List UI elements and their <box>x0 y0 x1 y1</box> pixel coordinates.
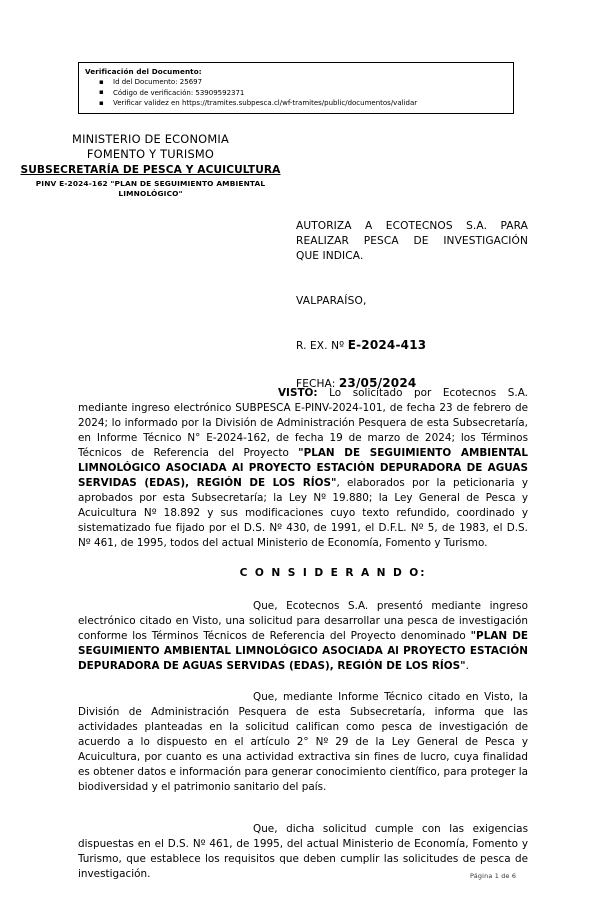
paragraph-considerando-1 <box>78 599 528 674</box>
resolution-number-value: E-2024-413 <box>347 338 427 352</box>
visto-label: VISTO: <box>278 387 318 399</box>
considerando-2-text: Que, mediante Informe Técnico citado en Visto, la División de Administración Pesquera de esta Subsecretaría, informa que las actividades planteadas en la solicitud califican como pesca de investigación de acuerdo a lo dispuesto en el artículo 2° Nº 29 de la Ley General de Pesca y Acuicultura, por cuanto es una actividad extractiva sin fines de lucro, cuya finalidad es obtener datos e información para generar conocimiento científico, para proteger la biodiversidad y el patrimonio sanitario del país. <box>78 691 528 793</box>
document-body <box>78 386 528 882</box>
considerando-1-text-part-1: Que, Ecotecnos S.A. presentó mediante ingreso electrónico citado en Visto, una solicitud para desarrollar una pesca de investigación conforme los Términos Técnicos de Referencia del Proyecto denominado <box>78 600 528 642</box>
authorization-subject <box>296 219 528 264</box>
verification-item-url: ▪ Verificar validez en https://tramites.subpesca.cl/wf-tramites/public/documentos/validar <box>85 98 513 109</box>
page-footer: Página 1 de 6 <box>470 872 517 880</box>
paragraph-considerando-2 <box>78 690 528 795</box>
considerando-3-text: Que, dicha solicitud cumple con las exigencias dispuestas en el D.S. Nº 461, de 1995, del actual Ministerio de Economía, Fomento y Turismo, que establece los requisitos que deben cumplir las solicitudes de pesca de investigación. <box>78 823 528 880</box>
verification-title: Verificación del Documento: <box>85 67 202 76</box>
visto-project-name: "PLAN DE SEGUIMIENTO AMBIENTAL LIMNOLÓGICO ASOCIADA Al PROYECTO ESTACIÓN DEPURADORA DE AGUAS SERVIDAS (EDAS), REGIÓN DE LOS RÍOS" <box>78 447 528 489</box>
pinv-project-reference: PINV E-2024-162 "PLAN DE SEGUIMIENTO AMBIENTAL LIMNOLÓGICO" <box>35 179 266 198</box>
visto-text-part-1: Lo solicitado por Ecotecnos S.A. mediante ingreso electrónico SUBPESCA E-PINV-2024-101, de fecha 23 de febrero de 2024; lo informado por la División de Administración Pesquera de esta Subsecretaría, en Informe Técnico N° E-2024-162, de fecha 19 de marzo de 2024; los Términos Técnicos de Referencia del Proyecto <box>78 387 528 459</box>
authorization-line-3: QUE INDICA. <box>296 250 364 262</box>
verification-item-code: ▪ Código de verificación: 53909592371 <box>85 88 513 99</box>
verification-item-id: ▪ Id del Documento: 25697 <box>85 77 513 88</box>
resolution-number-label: R. EX. Nº <box>296 340 345 352</box>
subsecretaria-title: SUBSECRETARÍA DE PESCA Y ACUICULTURA <box>20 164 281 176</box>
resolution-date-label: FECHA: <box>296 378 336 390</box>
ministry-line-2: FOMENTO Y TURISMO <box>86 147 215 161</box>
considerando-1-project-name: "PLAN DE SEGUIMIENTO AMBIENTAL LIMNOLÓGICO ASOCIADA Al PROYECTO ESTACIÓN DEPURADORA DE AGUAS SERVIDAS (EDAS), REGIÓN DE LOS RÍOS" <box>78 630 529 672</box>
ministry-header <box>18 132 283 198</box>
issuing-city: VALPARAÍSO, <box>296 295 367 307</box>
visto-text-part-2: , elaborados por la peticionaria y aprobados por esta Subsecretaría; la Ley Nº 19.880; la Ley General de Pesca y Acuicultura Nº 18.892 y sus modificaciones cuyo texto refundido, coordinado y sistematizado fue fijado por el D.S. Nº 430, de 1991, el D.F.L. Nº 5, de 1983, el D.S. Nº 461, de 1995, todos del actual Ministerio de Economía, Fomento y Turismo. <box>78 477 528 549</box>
ministry-line-1: MINISTERIO DE ECONOMIA <box>72 132 229 146</box>
verification-list <box>85 77 513 109</box>
considerando-heading: C O N S I D E R A N D O: <box>239 567 427 579</box>
resolution-number-row <box>296 338 528 354</box>
resolution-header-block <box>296 219 528 392</box>
paragraph-considerando-3 <box>78 822 528 882</box>
authorization-line-1: AUTORIZA A ECOTECNOS S.A. PARA <box>296 220 528 232</box>
resolution-date-value: 23/05/2024 <box>338 376 417 390</box>
considerando-1-text-part-2: . <box>465 660 469 672</box>
authorization-line-2: REALIZAR PESCA DE INVESTIGACIÓN <box>296 235 528 247</box>
paragraph-visto <box>78 386 528 551</box>
document-verification-box <box>78 62 514 114</box>
